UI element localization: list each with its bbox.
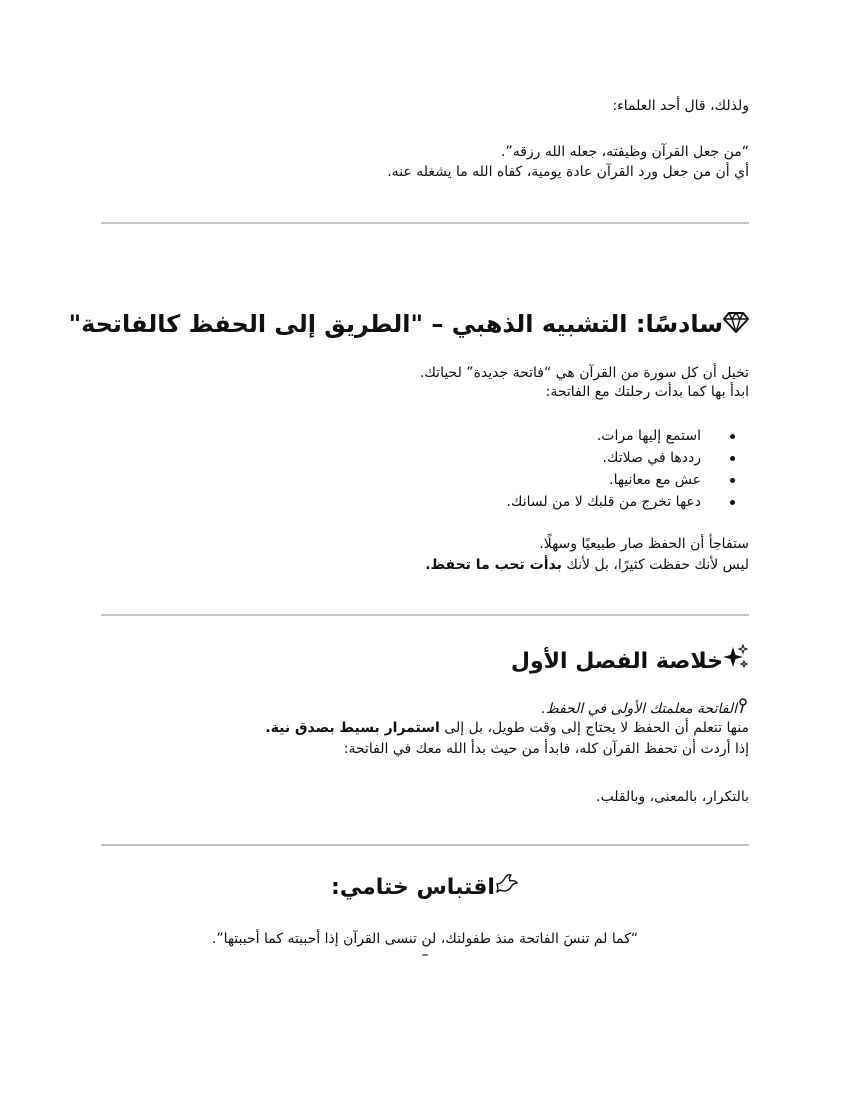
- emphasis-text: استمرار بسيط بصدق نية.: [265, 720, 440, 736]
- closing-dash: –: [421, 947, 429, 963]
- heading-text: خلاصة الفصل الأول: [510, 649, 723, 674]
- list-item: استمع إليها مرات.: [506, 425, 701, 447]
- gem-icon: [723, 308, 749, 342]
- section-heading-golden-analogy: [69, 307, 749, 342]
- pin-icon: [737, 698, 749, 720]
- section-heading-closing-quote: [0, 872, 850, 904]
- emphasis-text: بدأت تحب ما تحفظ.: [425, 557, 562, 573]
- closing-quote: “كما لم تنسَ الفاتحة منذ طفولتك، لن تنسى القرآن إذا أحببته كما أحببتها”.: [211, 931, 639, 947]
- list-item: رددها في صلاتك.: [506, 447, 701, 469]
- steps-list: [506, 425, 701, 513]
- conclusion-line-1: ستفاجأ أن الحفظ صار طبيعيًا وسهلًا.: [539, 536, 749, 552]
- divider: [101, 222, 749, 224]
- intro-line: ولذلك، قال أحد العلماء:: [612, 98, 749, 114]
- heading-text: اقتباس ختامي:: [331, 875, 495, 900]
- section-heading-summary: [511, 644, 749, 680]
- summary-line-2: منها تتعلم أن الحفظ لا يحتاج إلى وقت طويل، بل إلى استمرار بسيط بصدق نية.: [265, 720, 749, 736]
- divider: [101, 844, 749, 846]
- summary-italic-line: الفاتحة معلمتك الأولى في الحفظ.: [541, 698, 749, 720]
- summary-line-3: إذا أردت أن تحفظ القرآن كله، فابدأ من حيث بدأ الله معك في الفاتحة:: [343, 741, 749, 757]
- summary-line-4: بالتكرار، بالمعنى، وبالقلب.: [596, 789, 749, 805]
- list-item: عش مع معانيها.: [506, 469, 701, 491]
- conclusion-line-2: ليس لأنك حفظت كثيرًا، بل لأنك بدأت تحب ما تحفظ.: [425, 557, 749, 573]
- sparkles-icon: [723, 644, 749, 680]
- list-item: دعها تخرج من قلبك لا من لسانك.: [506, 491, 701, 513]
- divider: [101, 614, 749, 616]
- dove-icon: [495, 872, 519, 904]
- heading-text: سادسًا: التشبيه الذهبي – "الطريق إلى الحفظ كالفاتحة": [68, 310, 723, 338]
- quote-explanation: أي أن من جعل ورد القرآن عادة يومية، كفاه الله ما يشغله عنه.: [387, 164, 749, 180]
- paragraph-start: ابدأ بها كما بدأت رحلتك مع الفاتحة:: [545, 384, 749, 400]
- paragraph-imagine: تخيل أن كل سورة من القرآن هي “فاتحة جديدة” لحياتك.: [419, 365, 749, 381]
- scholar-quote: “من جعل القرآن وظيفته، جعله الله رزقه”.: [501, 144, 749, 160]
